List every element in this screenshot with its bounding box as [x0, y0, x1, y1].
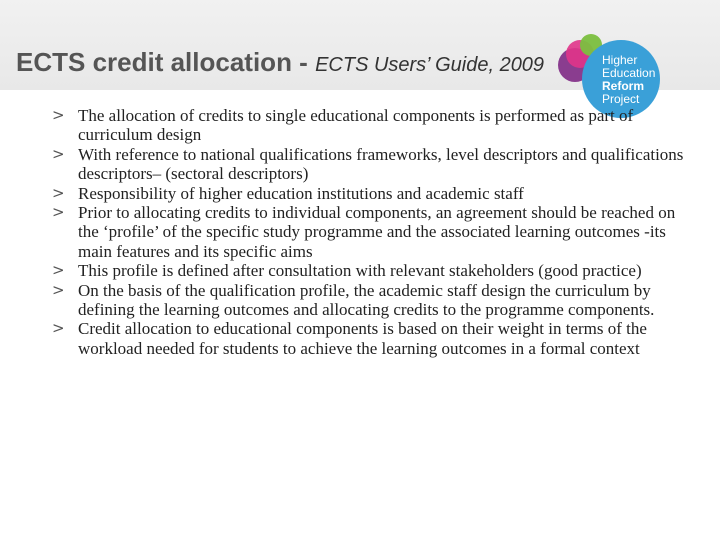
bullet-item — [48, 106, 688, 145]
bullet-marker-icon: > — [52, 144, 65, 163]
bullet-text: Credit allocation to educational components is based on their weight in terms of the workload needed for students to achieve the learning outcomes in a formal context — [78, 319, 647, 358]
bullet-item — [48, 281, 688, 320]
logo-line-2: Education — [602, 66, 656, 80]
slide-title — [16, 47, 544, 78]
title-subtitle: ECTS Users’ Guide, 2009 — [315, 54, 545, 76]
bullet-marker-icon: > — [52, 261, 65, 280]
slide-body — [48, 106, 688, 358]
logo-text — [602, 54, 662, 106]
bullet-marker-icon: > — [52, 106, 65, 124]
bullet-item — [48, 203, 688, 261]
bullet-text: With reference to national qualifications frameworks, level descriptors and qualifications descriptors– (sectoral descriptors) — [78, 144, 684, 184]
bullet-text: This profile is defined after consultation with relevant stakeholders (good practice) — [78, 261, 642, 281]
bullet-list — [48, 106, 688, 358]
logo-line-1: Higher — [602, 53, 638, 67]
bullet-marker-icon: > — [52, 319, 65, 338]
logo-line-4: Project — [602, 92, 640, 106]
bullet-marker-icon: > — [52, 183, 65, 202]
bullet-item — [48, 145, 688, 184]
higher-education-reform-project-logo — [556, 30, 660, 114]
bullet-text: Responsibility of higher education institutions and academic staff — [78, 183, 524, 203]
bullet-marker-icon: > — [52, 280, 65, 299]
bullet-text: On the basis of the qualification profile, the academic staff design the curriculum by defining the learning outcomes and allocating credits to the programme components. — [78, 280, 655, 320]
bullet-item — [48, 184, 688, 203]
bullet-text: Prior to allocating credits to individual components, an agreement should be reached on the ‘profile’ of the specific study programme and the associated learning outcomes -its main features and its specific aims — [78, 203, 676, 261]
title-main: ECTS credit allocation — [16, 47, 292, 77]
logo-line-3: Reform — [602, 79, 645, 93]
bullet-item — [48, 261, 688, 280]
bullet-marker-icon: > — [52, 203, 65, 222]
bullet-text: The allocation of credits to single educational components is performed as part of curriculum design — [78, 106, 634, 145]
title-separator: - — [291, 47, 316, 77]
bullet-item — [48, 319, 688, 358]
